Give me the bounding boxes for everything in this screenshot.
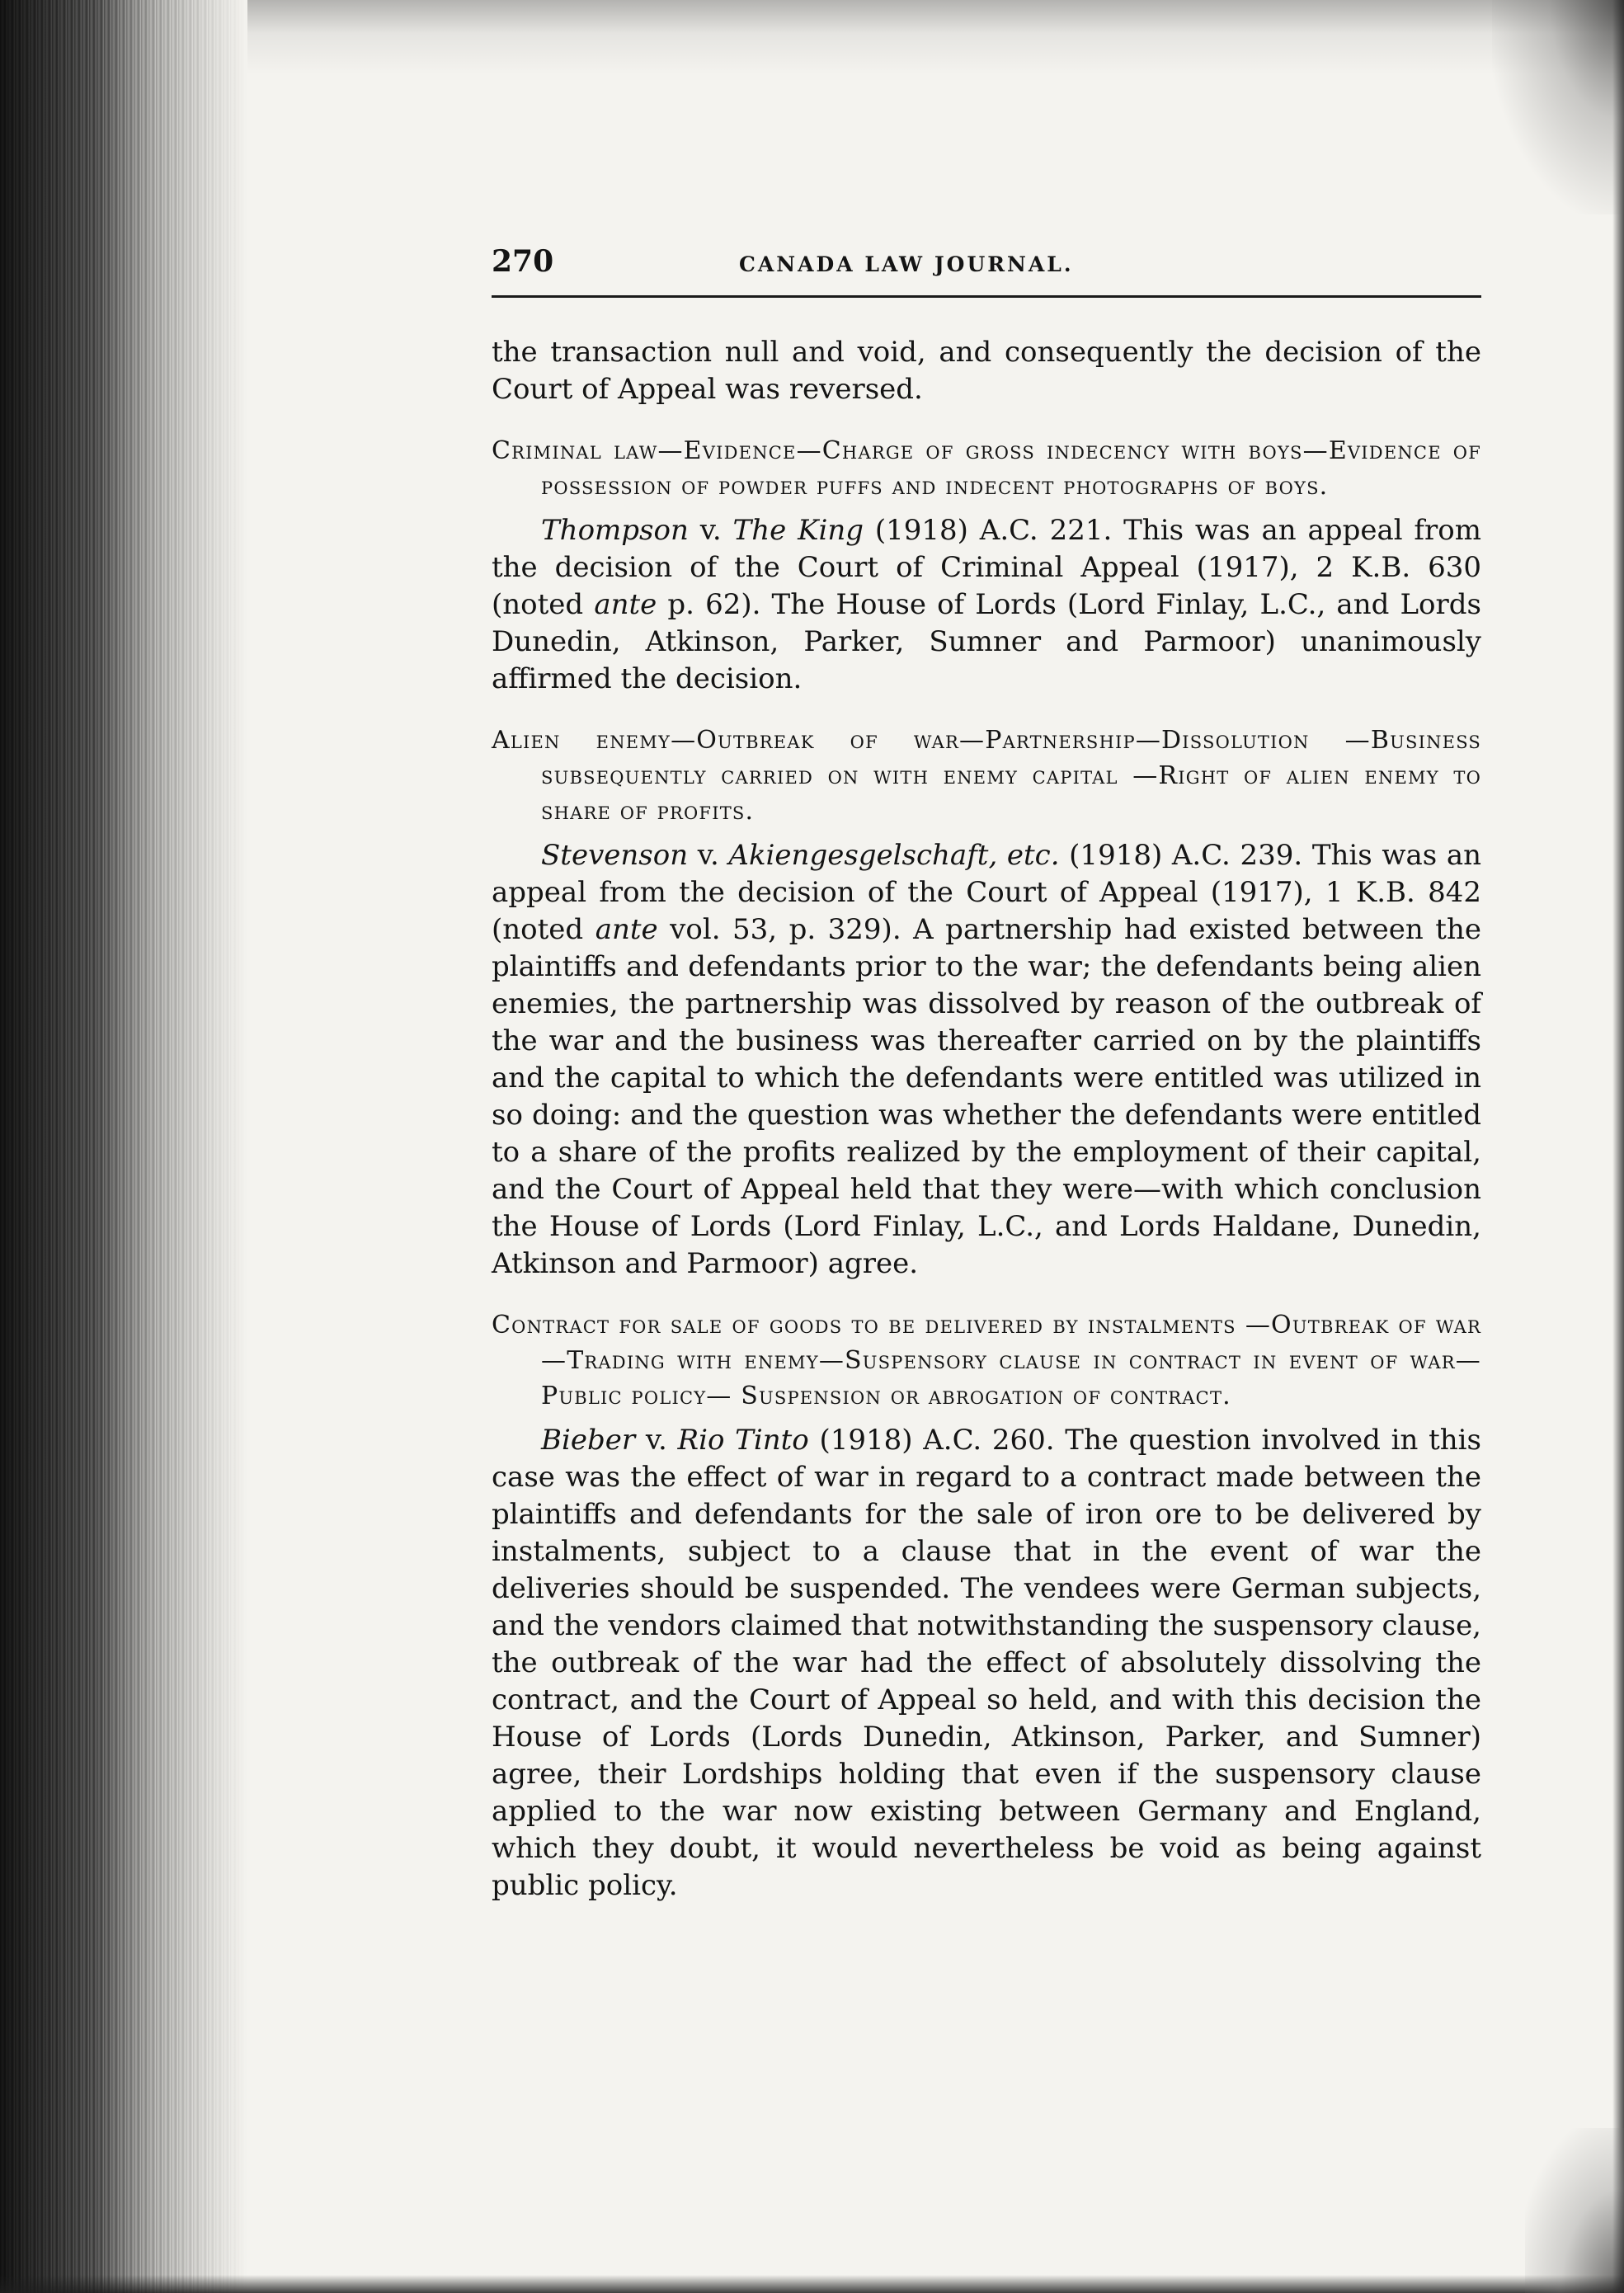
journal-page (492, 244, 1481, 1905)
scan-binding-shadow (0, 0, 247, 2293)
case-party: Rio Tinto (677, 1424, 809, 1457)
case-text: vol. 53, p. 329). A partnership had existed between the plaintiffs and defendants prior to the war; the defendants being alien enemies, the partnership was dissolved by reason of the outbreak of the war and the business was thereafter carried on by the plaintiffs and the capital to which the defendants were entitled was utilized in so doing: and the question was whether the defendants were entitled to a share of the profits realized by the employment of their capital, and the Court of Appeal held that they were—with which conclusion the House of Lords (Lord Finlay, L.C., and Lords Haldane, Dunedin, Atkinson and Parmoor) agree. (492, 913, 1481, 1280)
article-body (492, 334, 1481, 1905)
case-heading-alien-enemy: Alien enemy—Outbreak of war—Partnership—Dissolution —Business subsequently carried on with enemy capital —Right of alien enemy to share of profits. (492, 726, 1481, 826)
versus: v. (635, 1424, 678, 1457)
case-text: (1918) A.C. 221. This was an appeal from the decision of the Court of Criminal Appeal (1917), 2 K.B. 630 (noted (492, 514, 1481, 621)
scan-corner-bottom-right (1525, 2128, 1624, 2293)
case-paragraph-stevenson (492, 837, 1481, 1283)
case-heading-criminal-law: Criminal law—Evidence—Charge of gross indecency with boys—Evidence of possession of powder puffs and indecent photographs of boys. (492, 436, 1481, 501)
case-party: Akiengesgelschaft, etc. (728, 839, 1060, 872)
case-paragraph-bieber (492, 1422, 1481, 1905)
journal-title: CANADA LAW JOURNAL. (739, 252, 1074, 276)
ante-ref: ante (594, 588, 657, 621)
scan-top-edge (247, 0, 1624, 74)
continuation-paragraph: the transaction null and void, and consequently the decision of the Court of Appeal was reversed. (492, 336, 1481, 406)
case-heading-contract-sale: Contract for sale of goods to be delivered by instalments —Outbreak of war—Trading with enemy—Suspensory clause in contract in event of war—Public policy— Suspension or abrogation of contract. (492, 1311, 1481, 1410)
scan-right-edge (1612, 0, 1624, 2293)
versus: v. (688, 514, 733, 547)
case-name: Thompson (541, 514, 689, 547)
case-party: The King (732, 514, 864, 547)
case-name: Stevenson (541, 839, 689, 872)
case-text: p. 62). The House of Lords (Lord Finlay, L.C., and Lords Dunedin, Atkinson, Parker, Sumner and Parmoor) unanimously affirmed the decision. (492, 588, 1481, 695)
page-number: 270 (492, 244, 554, 279)
case-text: (1918) A.C. 239. This was an appeal from the decision of the Court of Appeal (1917), 1 K.B. 842 (noted (492, 839, 1481, 946)
header-rule (492, 295, 1481, 298)
versus: v. (688, 839, 729, 872)
scan-corner-top-right (1492, 0, 1624, 214)
case-paragraph-thompson (492, 512, 1481, 698)
ante-ref: ante (595, 913, 658, 946)
case-text: (1918) A.C. 260. The question involved in this case was the effect of war in regard to a contract made between the plaintiffs and defendants for the sale of iron ore to be delivered by instalments, subject to a clause that in the event of war the deliveries should be suspended. The vendees were German subjects, and the vendors claimed that notwithstanding the suspensory clause, the outbreak of the war had the effect of absolutely dissolving the contract, and the Court of Appeal so held, and with this decision the House of Lords (Lords Dunedin, Atkinson, Parker, and Sumner) agree, their Lordships holding that even if the suspensory clause applied to the war now existing between Germany and England, which they doubt, it would nevertheless be void as being against public policy. (492, 1424, 1481, 1902)
case-name: Bieber (541, 1424, 636, 1457)
scan-bottom-edge (0, 2275, 1624, 2293)
running-head (492, 244, 1481, 284)
